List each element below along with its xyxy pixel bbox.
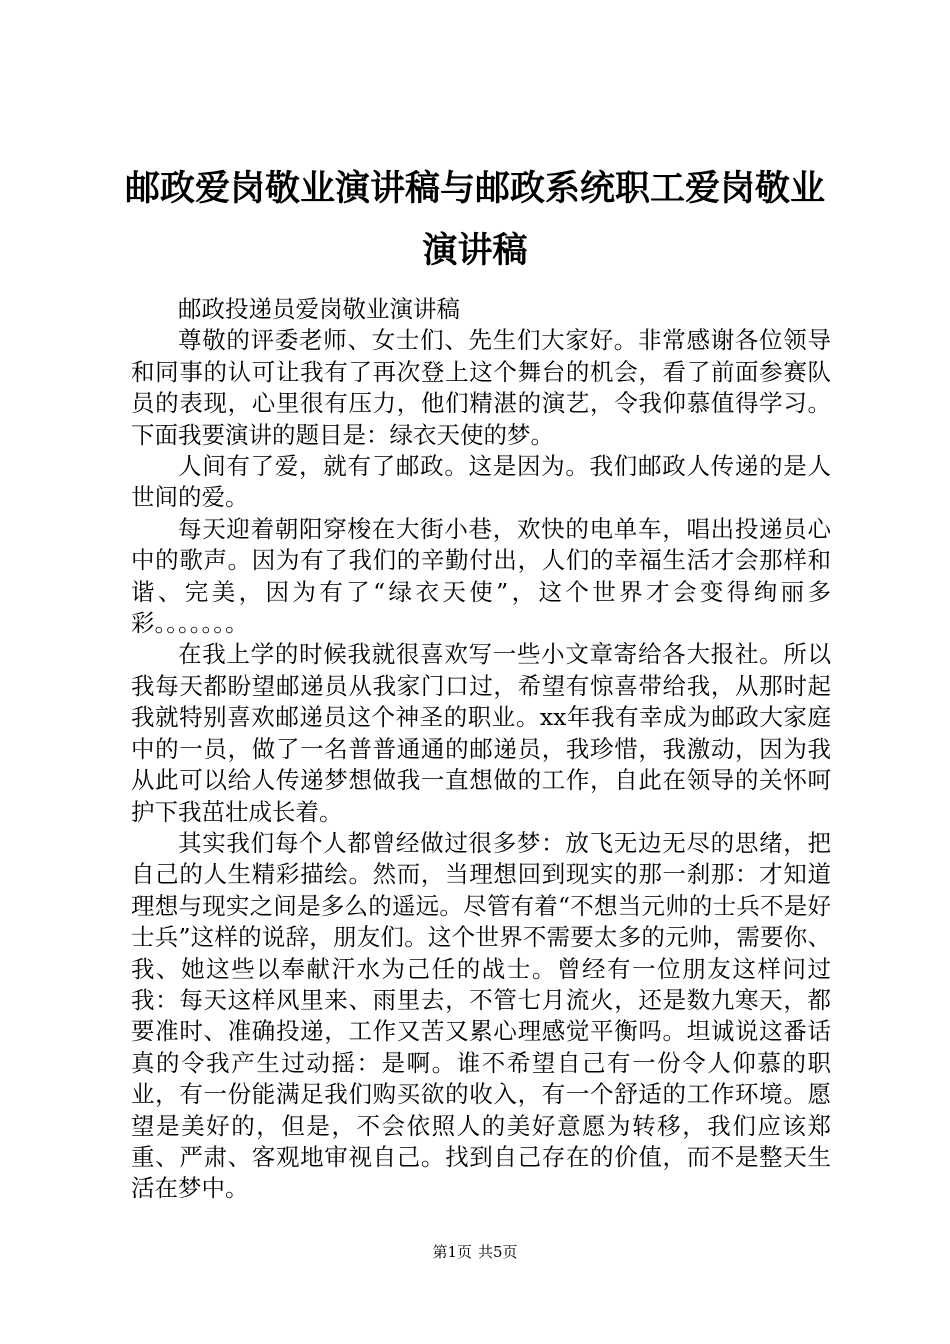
body-paragraph: 尊敬的评委老师、女士们、先生们大家好。非常感谢各位领导和同事的认可让我有了再次登上这个舞台的机会，看了前面参赛队员的表现，心里很有压力，他们精湛的演艺，令我仰慕值得学习。下面我要演讲的题目是：绿衣天使的梦。 xyxy=(131,326,831,449)
page-number: 第1页 xyxy=(432,1243,472,1261)
page-footer xyxy=(0,1242,950,1262)
document-title: 邮政爱岗敬业演讲稿与邮政系统职工爱岗敬业演讲稿 xyxy=(124,169,825,271)
document-body xyxy=(131,294,831,1205)
body-paragraph: 其实我们每个人都曾经做过很多梦：放飞无边无尽的思绪，把自己的人生精彩描绘。然而，当理想回到现实的那一刹那：才知道理想与现实之间是多么的遥远。尽管有着“不想当元帅的士兵不是好士兵”这样的说辞，朋友们。这个世界不需要太多的元帅，需要你、我、她这些以奉献汗水为己任的战士。曾经有一位朋友这样问过我：每天这样风里来、雨里去，不管七月流火，还是数九寒天，都要准时、准确投递，工作又苦又累心理感觉平衡吗。坦诚说这番话真的令我产生过动摇：是啊。谁不希望自己有一份令人仰慕的职业，有一份能满足我们购买欲的收入，有一个舒适的工作环境。愿望是美好的，但是，不会依照人的美好意愿为转移，我们应该郑重、严肃、客观地审视自己。找到自己存在的价值，而不是整天生活在梦中。 xyxy=(131,828,831,1203)
page-total: 共5页 xyxy=(478,1243,518,1261)
body-paragraph: 在我上学的时候我就很喜欢写一些小文章寄给各大报社。所以我每天都盼望邮递员从我家门口过，希望有惊喜带给我，从那时起我就特别喜欢邮递员这个神圣的职业。xx年我有幸成为邮政大家庭中的一员，做了一名普普通通的邮递员，我珍惜，我激动，因为我从此可以给人传递梦想做我一直想做的工作，自此在领导的关怀呵护下我茁壮成长着。 xyxy=(131,640,831,826)
body-paragraph: 人间有了爱，就有了邮政。这是因为。我们邮政人传递的是人世间的爱。 xyxy=(131,452,831,512)
body-paragraph: 每天迎着朝阳穿梭在大街小巷，欢快的电单车，唱出投递员心中的歌声。因为有了我们的辛勤付出，人们的幸福生活才会那样和谐、完美，因为有了“绿衣天使”，这个世界才会变得绚丽多彩。。。。。。。 xyxy=(131,514,831,638)
subtitle-paragraph: 邮政投递员爱岗敬业演讲稿 xyxy=(178,295,460,323)
